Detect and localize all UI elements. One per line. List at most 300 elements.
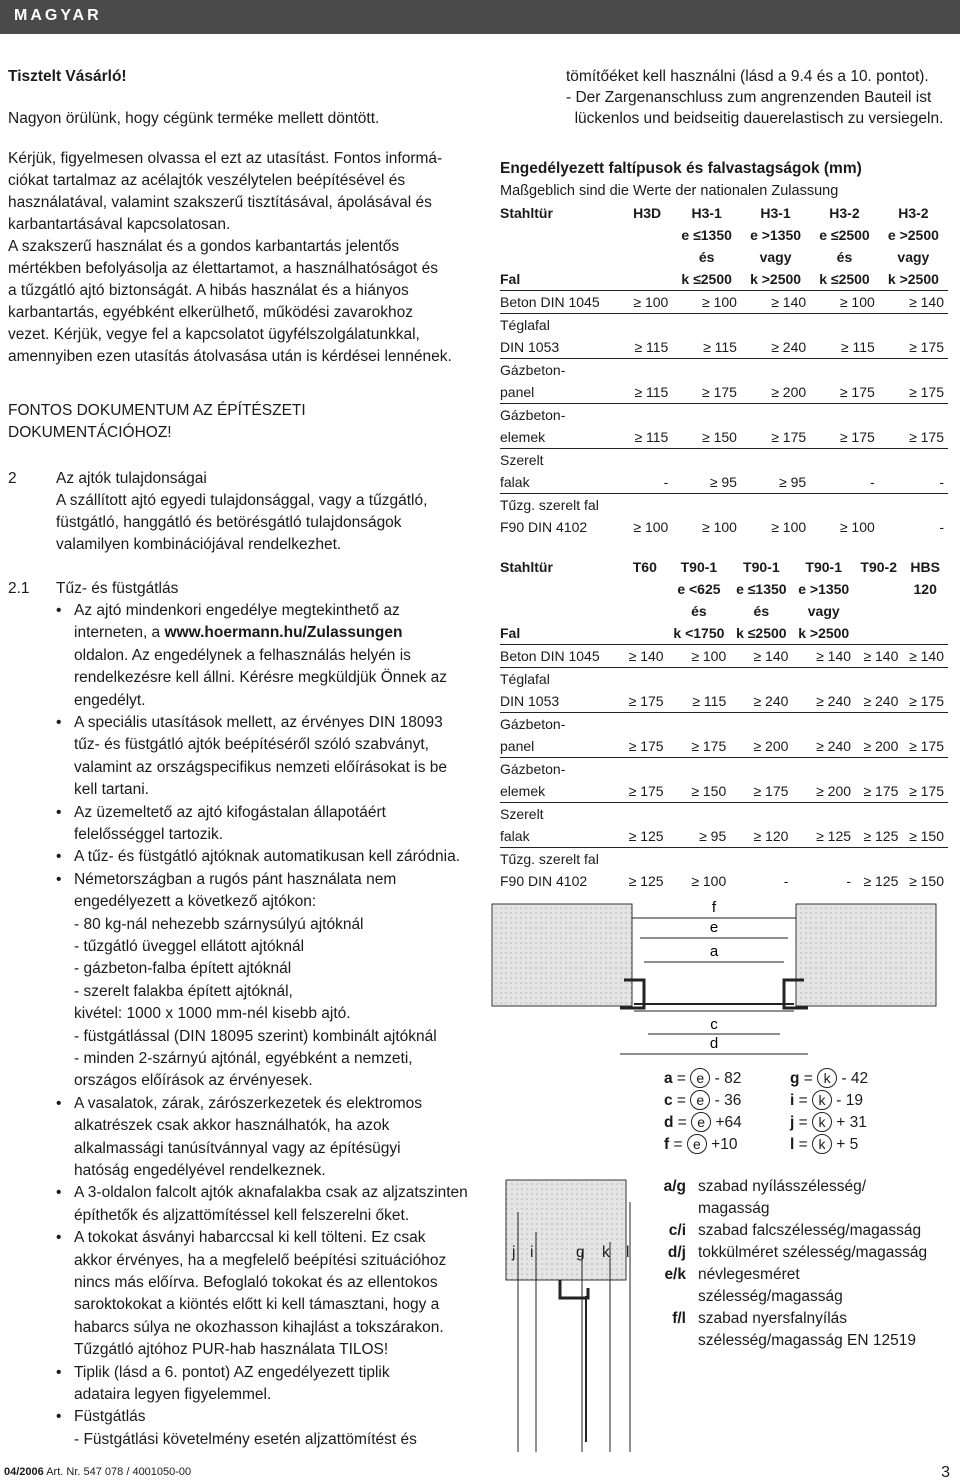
header-cell: e >1350 xyxy=(798,581,850,597)
table-cell xyxy=(672,359,741,382)
list-line-text: oldalon. Az engedélynek a felhasználás helyén is xyxy=(74,646,411,664)
table-cell: ≥ 100 xyxy=(810,291,879,314)
table-cell: ≥ 200 xyxy=(730,735,792,758)
legend-desc: tokkülméret szélesség/magasság xyxy=(698,1244,928,1261)
label-a: a xyxy=(709,943,719,960)
table-cell xyxy=(622,494,672,517)
formula-lhs: i xyxy=(790,1092,795,1109)
table-cell: ≥ 120 xyxy=(730,825,792,848)
legend-key: c/i xyxy=(668,1222,686,1239)
formula-row: a = e - 82 xyxy=(664,1070,742,1087)
table-row xyxy=(500,848,948,871)
table-cell xyxy=(730,758,792,781)
section-2-1-title: Tűz- és füstgátlás xyxy=(56,580,179,597)
formula-var: k xyxy=(812,1112,832,1132)
list-line-text: rendelkezésre kell állni. Kérésre megküldjük Önnek az xyxy=(74,669,448,687)
formula-rhs: - 82 xyxy=(714,1070,742,1087)
legend-key: f/l xyxy=(672,1310,686,1327)
list-line-text: - minden 2-szárnyú ajtónál, egyébként a nemzeti, xyxy=(74,1050,413,1067)
table-cell xyxy=(902,758,948,781)
list-line-text: Németországban a rugós pánt használata nem xyxy=(74,870,397,888)
list-line-text: interneten, a xyxy=(74,624,165,642)
table-cell: Tűzg. szerelt fal xyxy=(500,851,599,867)
table-row xyxy=(500,426,948,449)
formula-var: e xyxy=(691,1112,711,1132)
table-cell xyxy=(622,848,668,871)
table-cell: ≥ 175 xyxy=(902,735,948,758)
list-line xyxy=(74,1182,468,1204)
header-cell: H3-2 xyxy=(898,205,929,221)
list-line-text: tűz- és füstgátló ajtók beépítéséről szóló szabványt, xyxy=(74,736,429,754)
list-line xyxy=(74,712,443,734)
table-cell: F90 DIN 4102 xyxy=(500,873,588,889)
label-f: f xyxy=(711,899,717,916)
list-line-text: habarcs súlya ne okozhasson kihajlást a tokszárakon. xyxy=(74,1318,444,1336)
header-cell xyxy=(622,622,668,645)
table-cell: F90 DIN 4102 xyxy=(500,519,588,535)
legend-key: e/k xyxy=(664,1266,686,1283)
header-cell: vagy xyxy=(897,249,930,265)
header-cell: T90-2 xyxy=(860,559,897,575)
section-2-line: valamilyen kombinációjával rendelkezhet. xyxy=(56,536,342,553)
page-number: 3 xyxy=(941,1464,950,1481)
list-line xyxy=(74,1339,388,1361)
footer xyxy=(4,1466,191,1478)
list-line xyxy=(74,734,429,756)
table-cell xyxy=(792,668,855,691)
list-line xyxy=(74,1294,439,1316)
formula-rhs: - 42 xyxy=(841,1070,869,1087)
paragraph-line: használatával, valamint szakszerű tisztításával, ápolásával és xyxy=(8,194,432,211)
table-cell: ≥ 115 xyxy=(622,381,672,404)
list-line xyxy=(74,1160,326,1182)
table-row xyxy=(500,404,948,427)
header-cell xyxy=(855,622,902,645)
list-line xyxy=(74,622,402,644)
formula-row: g = k - 42 xyxy=(790,1070,869,1087)
table-cell xyxy=(622,668,668,691)
section-2-title: Az ajtók tulajdonságai xyxy=(56,470,207,487)
list-line-text: A vasalatok, zárak, zárószerkezetek és elektromos xyxy=(74,1094,423,1112)
section-2-line: füstgátló, hanggátló és betörésgátló tulajdonságok xyxy=(56,514,402,531)
table-row xyxy=(500,713,948,736)
paragraph-line: vezet. Kérjük, vegye fel a kapcsolatot ügyfélszolgálatunkkal, xyxy=(8,326,420,343)
header-cell: k >2500 xyxy=(792,622,855,645)
header-cell: k ≤2500 xyxy=(730,622,792,645)
wall-table-1 xyxy=(500,202,948,538)
list-line xyxy=(74,891,316,913)
table-cell: ≥ 140 xyxy=(741,291,810,314)
list-line-text: építhetők és aljzattömítéssel kell felszerelni őket. xyxy=(74,1206,410,1224)
table-row xyxy=(500,735,948,758)
table-cell xyxy=(622,314,672,337)
table-cell xyxy=(855,848,902,871)
header-cell: e ≤1350 xyxy=(736,581,787,597)
language-header xyxy=(0,0,960,34)
header-cell: vagy xyxy=(759,249,792,265)
list-line xyxy=(74,1362,390,1384)
table-cell: - xyxy=(939,519,944,535)
formula-row: l = k + 5 xyxy=(790,1136,859,1153)
table-cell: ≥ 100 xyxy=(668,645,731,668)
header-cell: k <1750 xyxy=(668,622,731,645)
list-line-text: valamint az országspecifikus nemzeti előírásokat is be xyxy=(74,758,448,776)
paragraph-line: amennyiben ezen utasítás átolvasása után is kérdései lennének. xyxy=(8,348,452,365)
table-cell xyxy=(792,758,855,781)
table-cell: ≥ 175 xyxy=(902,690,948,713)
list-line-text: - tűzgátló üveggel ellátott ajtóknál xyxy=(74,938,305,955)
wall-right-section xyxy=(796,904,936,1006)
header-cell xyxy=(902,600,948,622)
formula-var: k xyxy=(812,1090,832,1110)
list-line-text: engedélyt. xyxy=(74,691,146,709)
table-cell: - xyxy=(810,471,879,494)
table-cell xyxy=(855,758,902,781)
formula-rhs: - 19 xyxy=(836,1092,864,1109)
table-cell: Téglafal xyxy=(500,317,550,333)
list-line-text: nincs más előírva. Befoglaló tokokat és az ellentokos xyxy=(74,1274,438,1291)
list-line xyxy=(74,779,149,801)
section-label: k xyxy=(602,1244,610,1261)
list-line xyxy=(74,846,460,868)
table-cell: ≥ 150 xyxy=(909,873,944,889)
list-line xyxy=(74,1272,438,1294)
list-line-text: hatóság engedélyével rendelkeznek. xyxy=(74,1162,326,1179)
table-row xyxy=(500,291,948,314)
table-cell: ≥ 140 xyxy=(730,645,792,668)
table-cell xyxy=(879,404,948,427)
table-cell xyxy=(672,494,741,517)
table-cell xyxy=(668,848,731,871)
header-cell: e ≤1350 xyxy=(681,227,732,243)
footer-art-label: Art. Nr. xyxy=(46,1466,81,1478)
table-cell xyxy=(810,494,879,517)
footer-date: 04/2006 xyxy=(4,1466,44,1478)
formula-row: i = k - 19 xyxy=(790,1092,864,1109)
table-cell: ≥ 125 xyxy=(855,825,902,848)
table-cell xyxy=(792,713,855,736)
section-label: g xyxy=(576,1244,585,1261)
list-line-text: engedélyezett a következő ajtókon: xyxy=(74,893,317,911)
table-cell: Gázbeton- xyxy=(500,407,566,423)
list-line xyxy=(74,936,304,958)
formula-lhs: j xyxy=(790,1114,795,1131)
table-cell: ≥ 175 xyxy=(622,690,668,713)
table-cell xyxy=(622,758,668,781)
table-cell xyxy=(810,449,879,472)
table-cell: DIN 1053 xyxy=(500,690,622,713)
list-line xyxy=(74,1115,389,1137)
formula-var: k xyxy=(812,1134,832,1154)
legend-key: a/g xyxy=(663,1178,686,1195)
table-cell: ≥ 150 xyxy=(902,825,948,848)
table-cell: ≥ 175 xyxy=(622,780,668,803)
table-cell: ≥ 175 xyxy=(668,735,731,758)
table-cell: ≥ 100 xyxy=(702,519,737,535)
table-row xyxy=(500,870,948,892)
legend-desc: magasság xyxy=(698,1200,770,1217)
formula-rhs: + 31 xyxy=(836,1114,867,1131)
list-line-text: - szerelt falakba épített ajtóknál, xyxy=(74,982,293,1000)
table-cell: ≥ 240 xyxy=(730,690,792,713)
table-cell: ≥ 125 xyxy=(792,825,855,848)
table-cell: ≥ 140 xyxy=(855,645,902,668)
header-cell: e ≤2500 xyxy=(819,227,870,243)
list-line-text: felelősséggel tartozik. xyxy=(74,826,224,843)
legend-key: d/j xyxy=(667,1244,686,1261)
legend-desc: szélesség/magasság xyxy=(698,1288,843,1305)
header-cell xyxy=(500,246,622,268)
table-cell xyxy=(879,449,948,472)
table-cell: ≥ 140 xyxy=(902,645,948,668)
header-cell: e >2500 xyxy=(887,227,939,243)
table-cell: DIN 1053 xyxy=(500,336,622,359)
table-cell xyxy=(730,848,792,871)
table-cell: ≥ 150 xyxy=(668,780,731,803)
header-cell: és xyxy=(753,603,770,619)
header-cell: Fal xyxy=(500,268,622,291)
table-cell: falak xyxy=(500,825,622,848)
table-cell xyxy=(902,848,948,871)
header-cell: k ≤2500 xyxy=(672,268,741,291)
table-cell: Szerelt xyxy=(500,452,544,468)
table-cell: ≥ 175 xyxy=(855,780,902,803)
table-row xyxy=(500,516,948,538)
formula-rhs: + 5 xyxy=(836,1136,859,1153)
table-cell: ≥ 115 xyxy=(668,690,731,713)
table-cell: ≥ 100 xyxy=(672,291,741,314)
formula-row: c = e - 36 xyxy=(664,1092,742,1109)
list-line-text: adataira legyen figyelemmel. xyxy=(74,1386,272,1403)
header-cell: Stahltür xyxy=(500,205,553,221)
list-line-text: kell tartani. xyxy=(74,781,149,799)
continued-line: lückenlos und beidseitig dauerelastisch zu versiegeln. xyxy=(566,110,944,127)
table-cell xyxy=(810,404,879,427)
table-cell: ≥ 95 xyxy=(741,471,810,494)
formula-lhs: l xyxy=(790,1136,795,1153)
table-cell xyxy=(622,803,668,826)
paragraph-line: A szakszerű használat és a gondos karbantartás jelentős xyxy=(8,238,400,255)
list-line-text: - Füstgátlási követelmény esetén aljzattömítést és xyxy=(74,1430,417,1448)
header-cell xyxy=(500,224,622,246)
table-cell: - xyxy=(879,471,948,494)
header-cell: H3D xyxy=(633,205,662,221)
paragraph-line: Kérjük, figyelmesen olvassa el ezt az utasítást. Fontos informá- xyxy=(8,150,443,167)
table-cell xyxy=(622,359,672,382)
table-row xyxy=(500,668,948,691)
table-cell: Gázbeton- xyxy=(500,716,566,732)
table-title: Engedélyezett faltípusok és falvastagságok (mm) xyxy=(500,160,862,177)
list-line xyxy=(74,757,447,779)
list-line xyxy=(74,802,386,824)
table-row xyxy=(500,381,948,404)
table-cell: falak xyxy=(500,471,622,494)
list-line xyxy=(74,690,146,712)
table-cell xyxy=(730,803,792,826)
table-cell: ≥ 240 xyxy=(792,735,855,758)
header-cell: T60 xyxy=(632,559,657,575)
paragraph-line: ciókat tartalmaz az acélajtók veszélytelen beépítésével és xyxy=(8,172,406,189)
list-line-text: Az üzemeltető az ajtó kifogástalan állapotáért xyxy=(74,803,386,821)
formula-var: e xyxy=(687,1134,707,1154)
list-line xyxy=(74,1384,271,1406)
table-cell xyxy=(855,668,902,691)
list-line xyxy=(74,869,396,891)
header-cell: Stahltür xyxy=(500,559,553,575)
table-cell xyxy=(879,359,948,382)
formula-row: j = k + 31 xyxy=(790,1114,867,1131)
formula-lhs: a xyxy=(664,1070,673,1087)
wall-left-section xyxy=(492,904,632,1006)
table-cell: ≥ 240 xyxy=(741,336,810,359)
table-cell xyxy=(622,449,672,472)
table-cell: ≥ 95 xyxy=(668,825,731,848)
section-label: j xyxy=(512,1244,516,1261)
list-line xyxy=(74,600,400,622)
table-cell xyxy=(668,803,731,826)
header-cell: H3-1 xyxy=(691,205,722,221)
table-cell: ≥ 95 xyxy=(672,471,741,494)
list-line-text: Tűzgátló ajtóhoz PUR-hab használata TILOS! xyxy=(74,1341,389,1359)
header-cell: H3-1 xyxy=(760,205,791,221)
table-cell: ≥ 100 xyxy=(839,519,875,535)
header-cell xyxy=(500,600,622,622)
table-cell: ≥ 200 xyxy=(855,735,902,758)
table-cell: ≥ 140 xyxy=(879,291,948,314)
table-row xyxy=(500,825,948,848)
table-cell xyxy=(741,449,810,472)
table-cell: ≥ 175 xyxy=(879,336,948,359)
formula-var: e xyxy=(690,1090,710,1110)
table-cell: ≥ 115 xyxy=(810,336,879,359)
list-line xyxy=(74,1250,446,1272)
table-cell: ≥ 125 xyxy=(628,873,664,889)
header-cell xyxy=(855,600,902,622)
table-row xyxy=(500,359,948,382)
list-line-text: - füstgátlással (DIN 18095 szerint) kombinált ajtóknál xyxy=(74,1027,437,1045)
table-row xyxy=(500,758,948,781)
table-cell xyxy=(668,668,731,691)
table-cell: Beton DIN 1045 xyxy=(500,645,622,668)
table-row xyxy=(500,780,948,803)
table-cell: Beton DIN 1045 xyxy=(500,291,622,314)
website-link: www.hoermann.hu/Zulassungen xyxy=(164,624,403,642)
continued-line: - Der Zargenanschluss zum angrenzenden Bauteil ist xyxy=(566,89,932,106)
header-cell: T90-1 xyxy=(743,559,780,575)
table-cell xyxy=(668,758,731,781)
header-cell xyxy=(622,268,672,291)
table-cell: ≥ 115 xyxy=(622,336,672,359)
formula-rhs: +64 xyxy=(715,1114,742,1131)
table-cell: - xyxy=(783,873,789,889)
table-cell xyxy=(672,314,741,337)
table-cell: ≥ 175 xyxy=(622,735,668,758)
header-cell: e >1350 xyxy=(750,227,802,243)
list-line xyxy=(74,1003,351,1025)
table-cell: ≥ 175 xyxy=(879,426,948,449)
formula-row: f = e +10 xyxy=(664,1136,738,1153)
list-line xyxy=(74,1429,417,1451)
list-line-text: Az ajtó mindenkori engedélye megtekinthető az xyxy=(74,602,400,619)
list-line xyxy=(74,1138,401,1160)
table-cell xyxy=(730,668,792,691)
legend-desc: szabad falcszélesség/magasság xyxy=(698,1222,922,1239)
footer-art-number: 547 078 / 4001050-00 xyxy=(83,1466,192,1478)
table-cell xyxy=(741,359,810,382)
formula-rhs: - 36 xyxy=(714,1092,742,1109)
table-cell: ≥ 125 xyxy=(622,825,668,848)
table-cell: ≥ 240 xyxy=(855,690,902,713)
header-cell: és xyxy=(698,249,715,265)
header-cell: k >2500 xyxy=(741,268,810,291)
list-line xyxy=(74,1026,437,1048)
wall-table-2 xyxy=(500,556,948,892)
formula-var: e xyxy=(690,1068,710,1088)
table-cell xyxy=(810,359,879,382)
table-row xyxy=(500,494,948,517)
header-cell xyxy=(622,224,672,246)
paragraph-line: karbantartásával kapcsolatosan. xyxy=(8,216,231,233)
section-2-number: 2 xyxy=(8,470,17,487)
header-cell xyxy=(622,246,672,268)
intro-text: Nagyon örülünk, hogy cégünk terméke mellett döntött. xyxy=(8,110,380,127)
header-cell: Fal xyxy=(500,622,622,645)
table-cell: Szerelt xyxy=(500,806,544,822)
table-cell xyxy=(622,713,668,736)
header-cell: k ≤2500 xyxy=(810,268,879,291)
table-row xyxy=(500,449,948,472)
table-row xyxy=(500,471,948,494)
table-cell xyxy=(879,314,948,337)
paragraph-line: karbantartás, egyébként elkerülhető, működési zavarokhoz xyxy=(8,304,413,321)
table-cell: - xyxy=(846,873,852,889)
list-line-text: A 3-oldalon falcolt ajtók aknafalakba csak az aljzatszinten xyxy=(74,1184,468,1202)
legend-desc: szélesség/magasság EN 12519 xyxy=(698,1332,916,1349)
legend-desc: szabad nyílásszélesség/ xyxy=(698,1178,867,1195)
legend-desc: szabad nyersfalnyílás xyxy=(698,1310,848,1327)
table-cell: ≥ 240 xyxy=(792,690,855,713)
table-cell: Téglafal xyxy=(500,671,550,687)
header-cell xyxy=(855,578,902,600)
table-cell: elemek xyxy=(500,426,622,449)
list-line xyxy=(74,1093,422,1115)
list-line xyxy=(74,958,291,980)
header-cell xyxy=(902,622,948,645)
list-line-text: A tokokat ásványi habarccsal ki kell tölteni. Ez csak xyxy=(74,1229,426,1247)
table-cell: ≥ 140 xyxy=(622,645,668,668)
formula-lhs: g xyxy=(790,1070,800,1087)
list-line-text: Tiplik (lásd a 6. pontot) AZ engedélyezett tiplik xyxy=(74,1363,390,1381)
list-line-text: alkalmassági tanúsítvánnyal vagy az építésügyi xyxy=(74,1139,401,1157)
table-cell: ≥ 175 xyxy=(902,780,948,803)
header-cell: k >2500 xyxy=(879,268,948,291)
list-line xyxy=(74,667,447,689)
table-cell: ≥ 200 xyxy=(741,381,810,404)
table-row xyxy=(500,314,948,337)
table-cell: ≥ 115 xyxy=(622,426,672,449)
formula-lhs: c xyxy=(664,1092,673,1109)
table-row xyxy=(500,645,948,668)
section-label: l xyxy=(626,1244,630,1261)
table-cell: panel xyxy=(500,735,622,758)
list-line-text: akkor érvényes, ha a megfelelő beépítési szituációhoz xyxy=(74,1251,447,1269)
table-row xyxy=(500,336,948,359)
header-cell xyxy=(622,600,668,622)
section-label: i xyxy=(530,1244,534,1261)
table-cell xyxy=(741,314,810,337)
header-cell: H3-2 xyxy=(829,205,860,221)
list-line xyxy=(74,981,293,1003)
